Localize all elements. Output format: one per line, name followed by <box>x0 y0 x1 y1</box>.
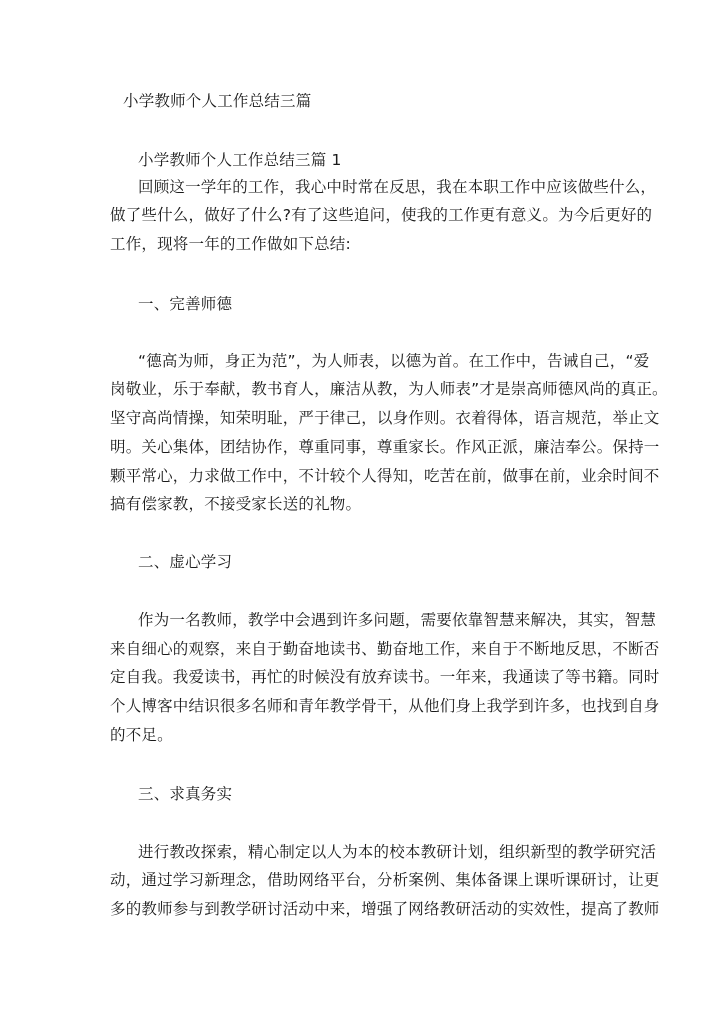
section3-line-1: 进行教改探索，精心制定以人为本的校本教研计划，组织新型的教学研究活 <box>138 843 657 861</box>
section2-heading: 二、虚心学习 <box>138 553 233 571</box>
section2-line-1: 作为一名教师，教学中会遇到许多问题，需要依靠智慧来解决，其实，智慧 <box>138 611 657 629</box>
section1-line-1: “德高为师，身正为范”，为人师表，以德为首。在工作中，告诫自己，“爱 <box>138 352 650 370</box>
intro-line-1: 回顾这一学年的工作，我心中时常在反思，我在本职工作中应该做些什么， <box>138 178 657 196</box>
intro-line-3: 工作，现将一年的工作做如下总结: <box>110 235 351 253</box>
section1-line-5: 颗平常心，力求做工作中，不计较个人得知，吃苦在前，做事在前，业余时间不 <box>110 467 660 485</box>
section1-line-2: 岗敬业，乐于奉献，教书育人，廉洁从教，为人师表”才是崇高师德风尚的真正。 <box>110 380 668 398</box>
section3-line-3: 多的教师参与到教学研讨活动中来，增强了网络教研活动的实效性，提高了教师 <box>110 900 660 918</box>
section1-line-3: 坚守高尚情操，知荣明耻，严于律己，以身作则。衣着得体，语言规范，举止文 <box>110 409 660 427</box>
section1-heading: 一、完善师德 <box>138 295 233 313</box>
section2-line-2: 来自细心的观察，来自于勤奋地读书、勤奋地工作，来自于不断地反思，不断否 <box>110 640 660 658</box>
section1-line-6: 搞有偿家教，不接受家长送的礼物。 <box>110 495 362 513</box>
section3-heading: 三、求真务实 <box>138 785 233 803</box>
section2-line-3: 定自我。我爱读书，再忙的时候没有放弃读书。一年来，我通读了等书籍。同时 <box>110 668 660 686</box>
section1-line-4: 明。关心集体，团结协作，尊重同事，尊重家长。作风正派，廉洁奉公。保持一 <box>110 438 660 456</box>
section2-line-4: 个人博客中结识很多名师和青年教学骨干，从他们身上我学到许多，也找到自身 <box>110 697 660 715</box>
section2-line-5: 的不足。 <box>110 726 173 744</box>
intro-line-2: 做了些什么，做好了什么?有了这些追问，使我的工作更有意义。为今后更好的 <box>110 206 653 224</box>
section3-line-2: 动，通过学习新理念，借助网络平台，分析案例、集体备课上课听课研讨，让更 <box>110 871 660 889</box>
document-subtitle: 小学教师个人工作总结三篇 1 <box>138 151 342 169</box>
document-title: 小学教师个人工作总结三篇 <box>123 92 312 110</box>
